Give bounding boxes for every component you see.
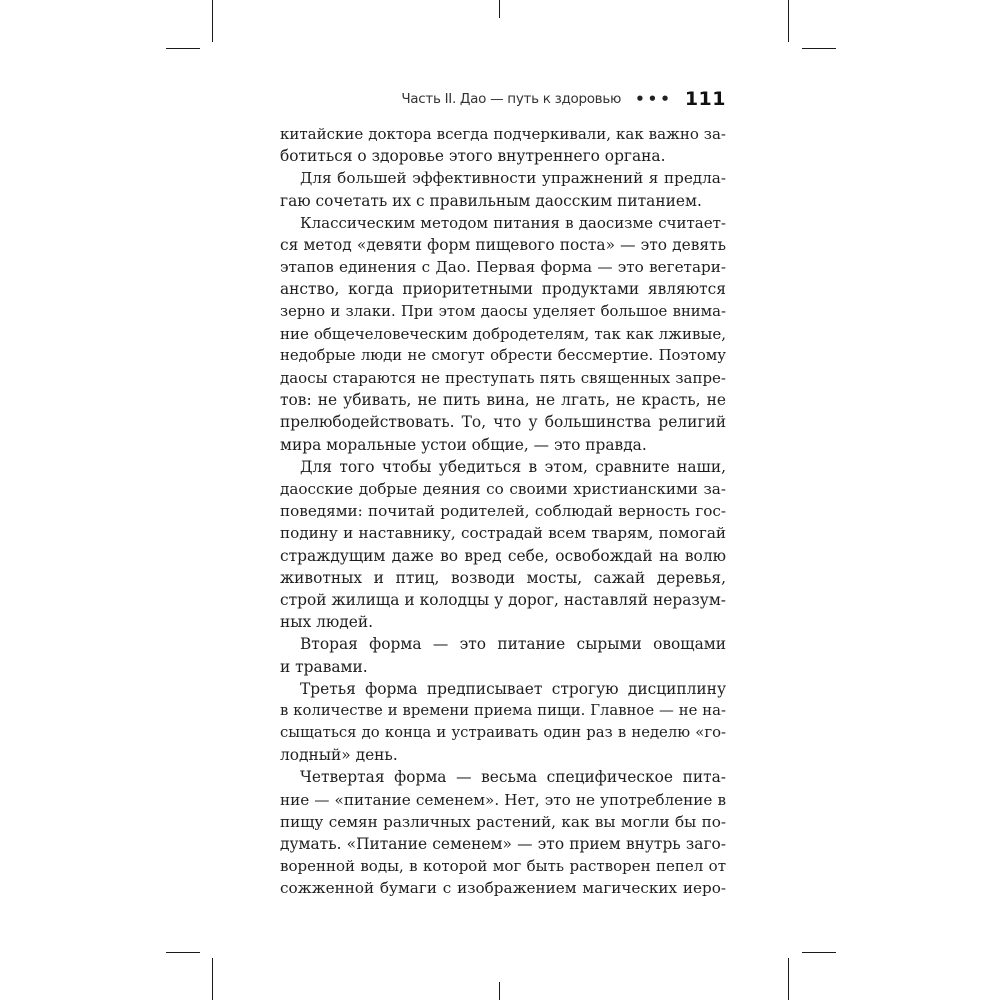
header-bullets: •••: [635, 90, 673, 108]
text-line: ние — «питание семенем». Нет, это не употребление в: [280, 790, 726, 809]
page-header: [280, 86, 726, 112]
text-line: ся метод «девяти форм пищевого поста» — это девять: [280, 235, 726, 254]
text-line: даосы стараются не преступать пять священных запре-: [280, 369, 726, 388]
text-line: прелюбодействовать. То, что у большинства религий: [280, 413, 726, 432]
text-line: в количестве и времени приема пищи. Главное — не на-: [280, 701, 726, 719]
text-line: лодный» день.: [280, 746, 398, 765]
text-line: гаю сочетать их с правильным даосским питанием.: [280, 191, 702, 210]
text-line: подину и наставнику, сострадай всем тварям, помогай: [280, 524, 726, 543]
text-line: тов: не убивать, не пить вина, не лгать, не красть, не: [280, 391, 726, 410]
text-line: Для того чтобы убедиться в этом, сравните наши,: [300, 457, 726, 476]
text-line: животных и птиц, возводи мосты, сажай деревья,: [280, 568, 726, 587]
crop-mark-bottom-left: [212, 958, 213, 1000]
text-line: ние общечеловеческим добродетелям, так как лживые,: [280, 324, 726, 343]
text-line: строй жилища и колодцы у дорог, наставляй неразум-: [280, 590, 726, 609]
text-line: Вторая форма — это питание сырыми овощами: [300, 635, 726, 654]
text-line: Классическим методом питания в даосизме считает-: [300, 213, 726, 232]
crop-mark-right-top: [802, 48, 836, 49]
text-line: ботиться о здоровье этого внутреннего органа.: [280, 147, 666, 166]
text-line: Четвертая форма — весьма специфическое пита-: [300, 768, 726, 787]
text-line: мира моральные устои общие, — это правда.: [280, 435, 647, 454]
text-line: ных людей.: [280, 613, 373, 632]
body-text: [280, 123, 726, 900]
text-line: пищу семян различных растений, как вы могли бы по-: [280, 812, 726, 831]
crop-mark-right-bottom: [802, 952, 836, 953]
crop-mark-top-center: [499, 0, 500, 18]
text-line: зерно и злаки. При этом даосы уделяет большое внима-: [280, 302, 726, 320]
text-line: Третья форма предписывает строгую дисциплину: [300, 679, 726, 698]
text-line: воренной воды, в которой мог быть растворен пепел от: [280, 857, 726, 876]
text-line: недобрые люди не смогут обрести бессмертие. Поэтому: [280, 346, 726, 364]
crop-mark-top-right: [788, 0, 789, 42]
text-line: сыщаться до конца и устраивать один раз в неделю «го-: [280, 724, 726, 742]
crop-mark-left-top: [166, 48, 200, 49]
text-line: и травами.: [280, 657, 368, 676]
text-line: этапов единения с Дао. Первая форма — это вегетари-: [280, 258, 726, 277]
text-line: думать. «Питание семенем» — это прием внутрь заго-: [280, 835, 726, 853]
text-line: сожженной бумаги с изображением магических иеро-: [280, 879, 726, 898]
crop-mark-top-left: [212, 0, 213, 42]
text-line: Для большей эффективности упражнений я предла-: [300, 169, 726, 188]
running-head: Часть II. Дао — путь к здоровью: [401, 91, 622, 107]
page-number: 111: [684, 88, 726, 110]
text-line: поведями: почитай родителей, соблюдай верность гос-: [280, 502, 726, 521]
text-line: анство, когда приоритетными продуктами являются: [280, 280, 726, 299]
text-line: страждущим даже во вред себе, освобождай на волю: [280, 546, 726, 565]
crop-mark-left-bottom: [166, 952, 200, 953]
text-line: китайские доктора всегда подчеркивали, как важно за-: [280, 125, 726, 143]
crop-mark-bottom-right: [788, 958, 789, 1000]
text-line: даосские добрые деяния со своими христианскими за-: [280, 480, 726, 498]
crop-mark-bottom-center: [499, 982, 500, 1000]
